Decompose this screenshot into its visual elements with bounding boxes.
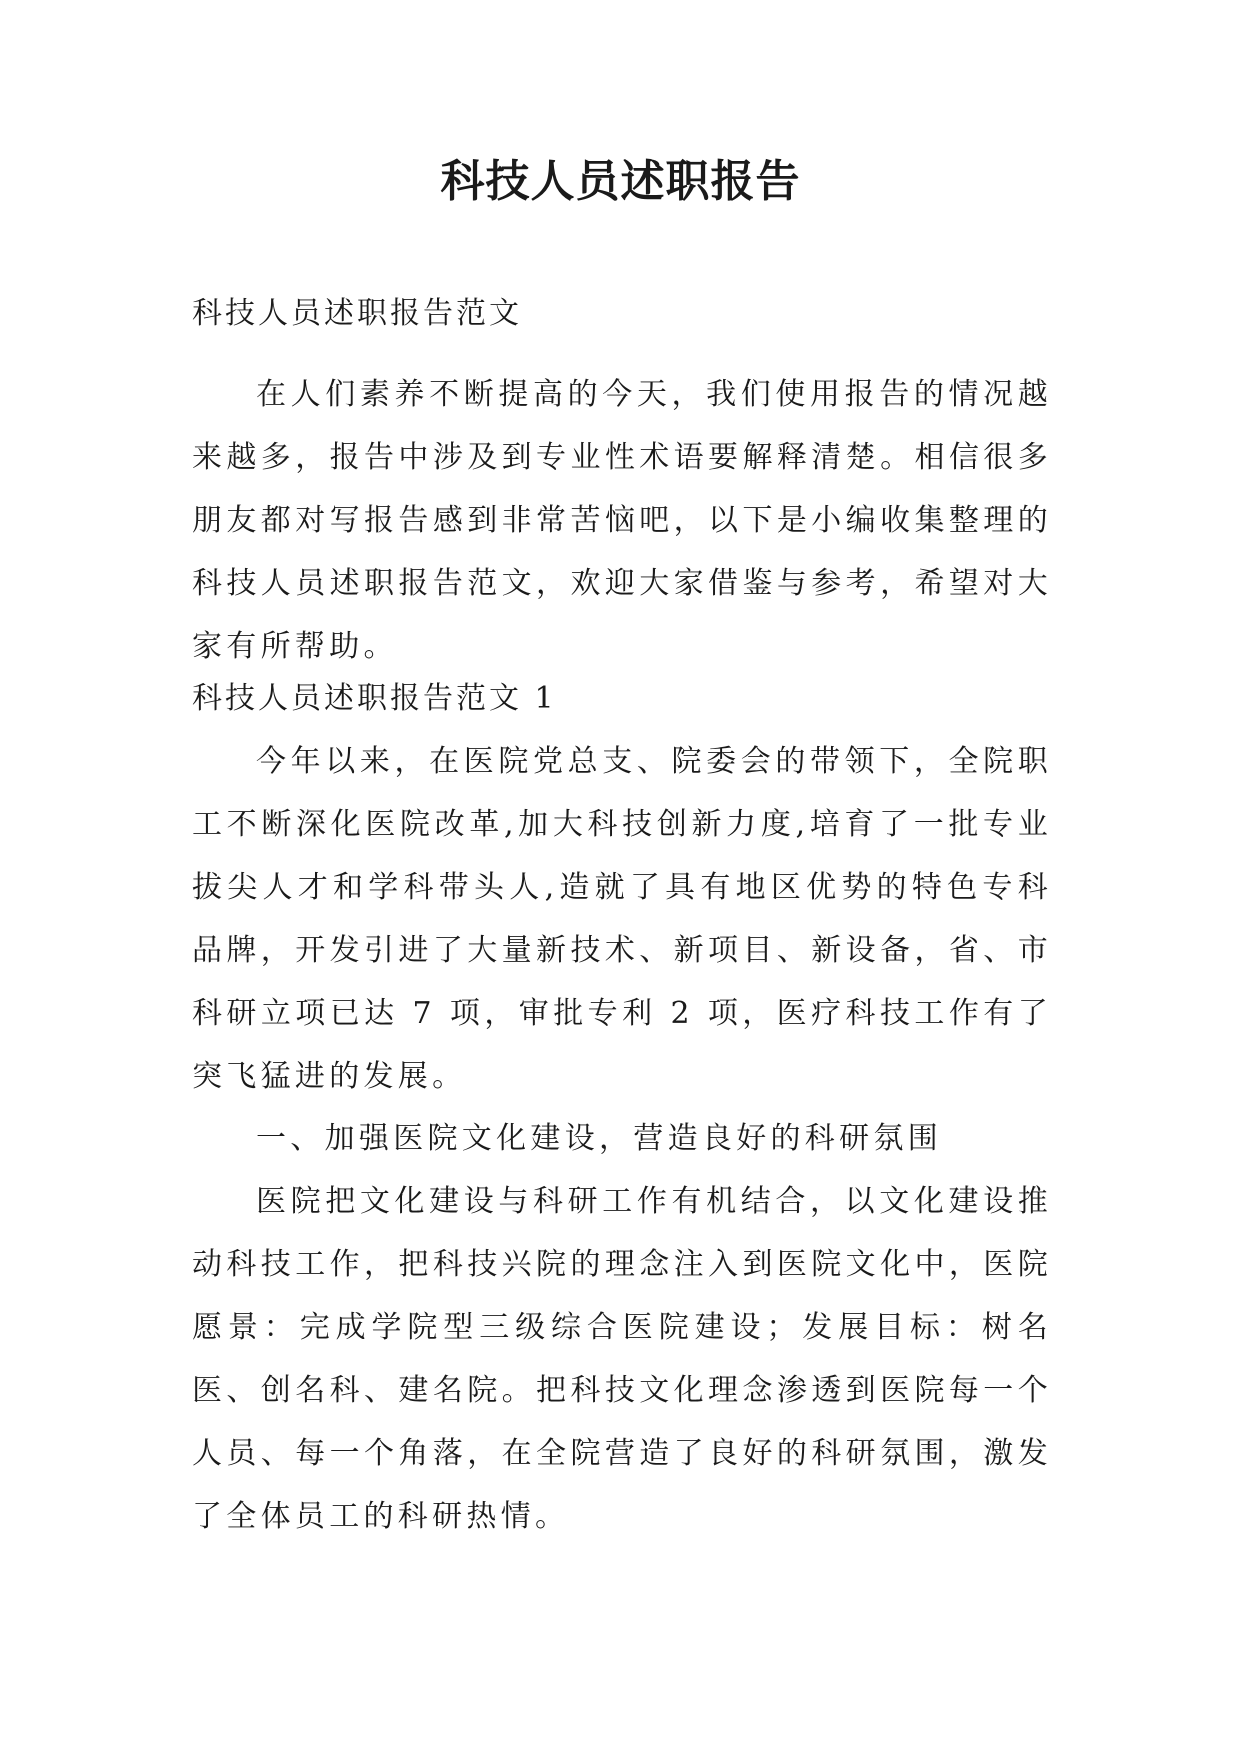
section-1-heading-1: 一、加强医院文化建设，营造良好的科研氛围 [256, 1121, 942, 1156]
document-title: 科技人员述职报告 [440, 156, 801, 207]
section-1-paragraph-2: 医院把文化建设与科研工作有机结合，以文化建设推动科技工作，把科技兴院的理念注入到医院文化中，医院愿景：完成学院型三级综合医院建设；发展目标：树名医、创名科、建名院。把科技文化理念渗透到医院每一个人员、每一个角落，在全院营造了良好的科研氛围，激发了全体员工的科研热情。 [192, 1184, 1052, 1534]
section-1-label: 科技人员述职报告范文 1 [192, 681, 557, 716]
document-subtitle: 科技人员述职报告范文 [192, 296, 522, 331]
intro-paragraph: 在人们素养不断提高的今天，我们使用报告的情况越来越多，报告中涉及到专业性术语要解释清楚。相信很多朋友都对写报告感到非常苦恼吧，以下是小编收集整理的科技人员述职报告范文，欢迎大家借鉴与参考，希望对大家有所帮助。 [192, 377, 1052, 664]
section-1-paragraph-1: 今年以来，在医院党总支、院委会的带领下，全院职工不断深化医院改革,加大科技创新力度,培育了一批专业拔尖人才和学科带头人,造就了具有地区优势的特色专科品牌，开发引进了大量新技术、新项目、新设备，省、市科研立项已达 7 项，审批专利 2 项，医疗科技工作有了突飞猛进的发展。 [192, 744, 1052, 1094]
